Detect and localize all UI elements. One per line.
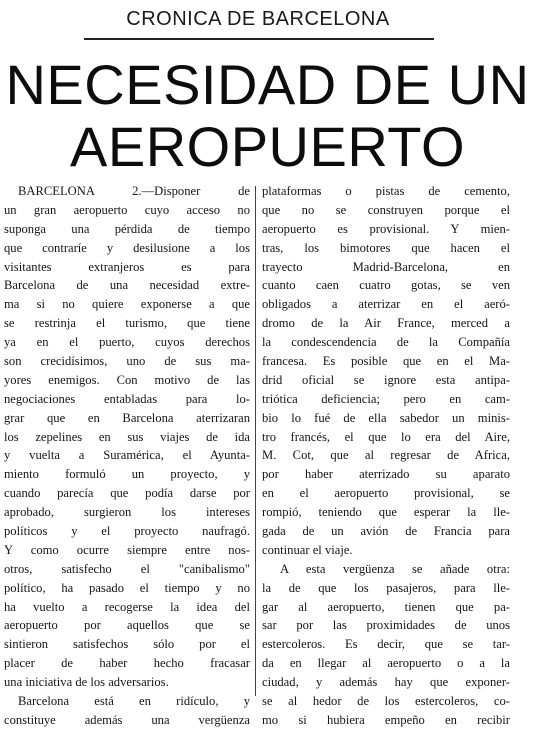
article-line: son crecidísimos, uno de sus ma- (4, 354, 250, 369)
article-line: yores enemigos. Con motivo de las (4, 372, 250, 387)
article-line: Y como ocurre siempre entre nos- (4, 542, 250, 557)
article-line: en el aeropuerto provisional, se (262, 486, 510, 501)
headline (0, 54, 535, 178)
article-column-left (4, 182, 250, 730)
article-line: y vuelta a Suramérica, el Ayunta- (4, 448, 250, 463)
headline-line-2: AEROPUERTO (69, 115, 466, 178)
article-line: trayecto Madrid-Barcelona, en (262, 259, 510, 274)
article-line: rompió, teniendo que esperar la lle- (262, 505, 510, 520)
article-line: plataformas o pistas de cemento, (262, 184, 510, 198)
article-line: políticos y el proyecto naufragó. (4, 524, 250, 539)
column-divider (255, 186, 256, 696)
article-line: ciudad, y además hay que exponer- (262, 675, 510, 690)
article-line: la condescendencia de la Compañía (262, 335, 510, 350)
article-line: la de que los pasajeros, para lle- (262, 580, 510, 595)
article-line: otros, satisfecho el "canibalismo" (4, 561, 250, 576)
article-line: estercoleros. Es decir, que se tar- (262, 637, 510, 652)
article-line: M. Cot, que al regresar de Africa, (262, 448, 510, 463)
article-line: un gran aeropuerto cuyo acceso no (4, 202, 250, 217)
article-line: mo si hubiera empeño en recibir (262, 712, 510, 727)
article-line: aeropuerto por aquellos que se (4, 618, 250, 633)
article-line: se restrinja el turismo, que tiene (4, 316, 250, 331)
article-line: tro francés, el que lo era del Aire, (262, 429, 510, 444)
article-line: gar al aeropuerto, tienen que pa- (262, 599, 510, 614)
article-line: suponga una pérdida de tiempo (4, 221, 250, 236)
article-line: triótica deficiencia; pero en cam- (262, 391, 510, 406)
article-line: grar que en Barcelona aterrizaran (4, 410, 250, 425)
article-line: una iniciativa de los adversarios. (4, 675, 169, 690)
article-line: Barcelona está en ridículo, y (18, 694, 250, 709)
article-line: por haber aterrizado su aparato (262, 467, 510, 482)
article-line: político, ha pasado el tiempo y no (4, 580, 250, 595)
article-line: gada de un avión de Francia para (262, 524, 510, 539)
article-line: miento formuló un proyecto, y (4, 467, 250, 482)
article-line: sar por las proximidades de unos (262, 618, 510, 633)
article-line: ma si no quiere exponerse a que (4, 297, 250, 312)
article-line: los zepelines en sus viajes de ida (4, 429, 250, 444)
article-line: tras, los bimotores que hacen el (262, 240, 510, 255)
article-line: que no se construyen porque el (262, 202, 510, 217)
article-line: placer de haber hecho fracasar (4, 656, 250, 671)
article-line: continuar el viaje. (262, 542, 353, 557)
article-line: constituye además una vergüenza (4, 712, 250, 727)
article-line: bio lo fué de ella sabedor un minis- (262, 410, 510, 425)
article-line: dromo de la Air France, merced a (262, 316, 510, 331)
article-line: cuanto caen cuatro gotas, se ven (262, 278, 510, 293)
article-line: Barcelona de una necesidad extre- (4, 278, 250, 293)
article-line: francesa. Es posible que en el Ma- (262, 354, 510, 369)
article-line: drid oficial se ignore esta antipa- (262, 372, 510, 387)
article-line: ya en el puerto, cuyos derechos (4, 335, 250, 350)
article-line: sintieron satisfechos sólo por el (4, 637, 250, 652)
section-title: CRONICA DE BARCELONA (126, 8, 390, 30)
article-line: da en llegar al aeropuerto o a la (262, 656, 510, 671)
article-line: negociaciones entabladas para lo- (4, 391, 250, 406)
article-line: cuando parecía que podía darse por (4, 486, 250, 501)
article-line: aeropuerto es provisional. Y mien- (262, 221, 510, 236)
headline-line-1: NECESIDAD DE UN (5, 53, 530, 116)
article-line: se al hedor de los estercoleros, co- (262, 694, 510, 709)
article-line: visitantes extranjeros es para (4, 259, 250, 274)
article-line: ha vuelto a recogerse la idea del (4, 599, 250, 614)
article-line: A esta vergüenza se añade otra: (280, 561, 510, 576)
section-rule (84, 38, 434, 40)
article-line: BARCELONA 2.—Disponer de (18, 184, 250, 198)
article-line: obligados a aterrizar en el aeró- (262, 297, 510, 312)
article-line: aprobado, surgieron los intereses (4, 505, 250, 520)
article-column-right (262, 182, 510, 730)
article-line: que contraríe y desilusione a los (4, 240, 250, 255)
